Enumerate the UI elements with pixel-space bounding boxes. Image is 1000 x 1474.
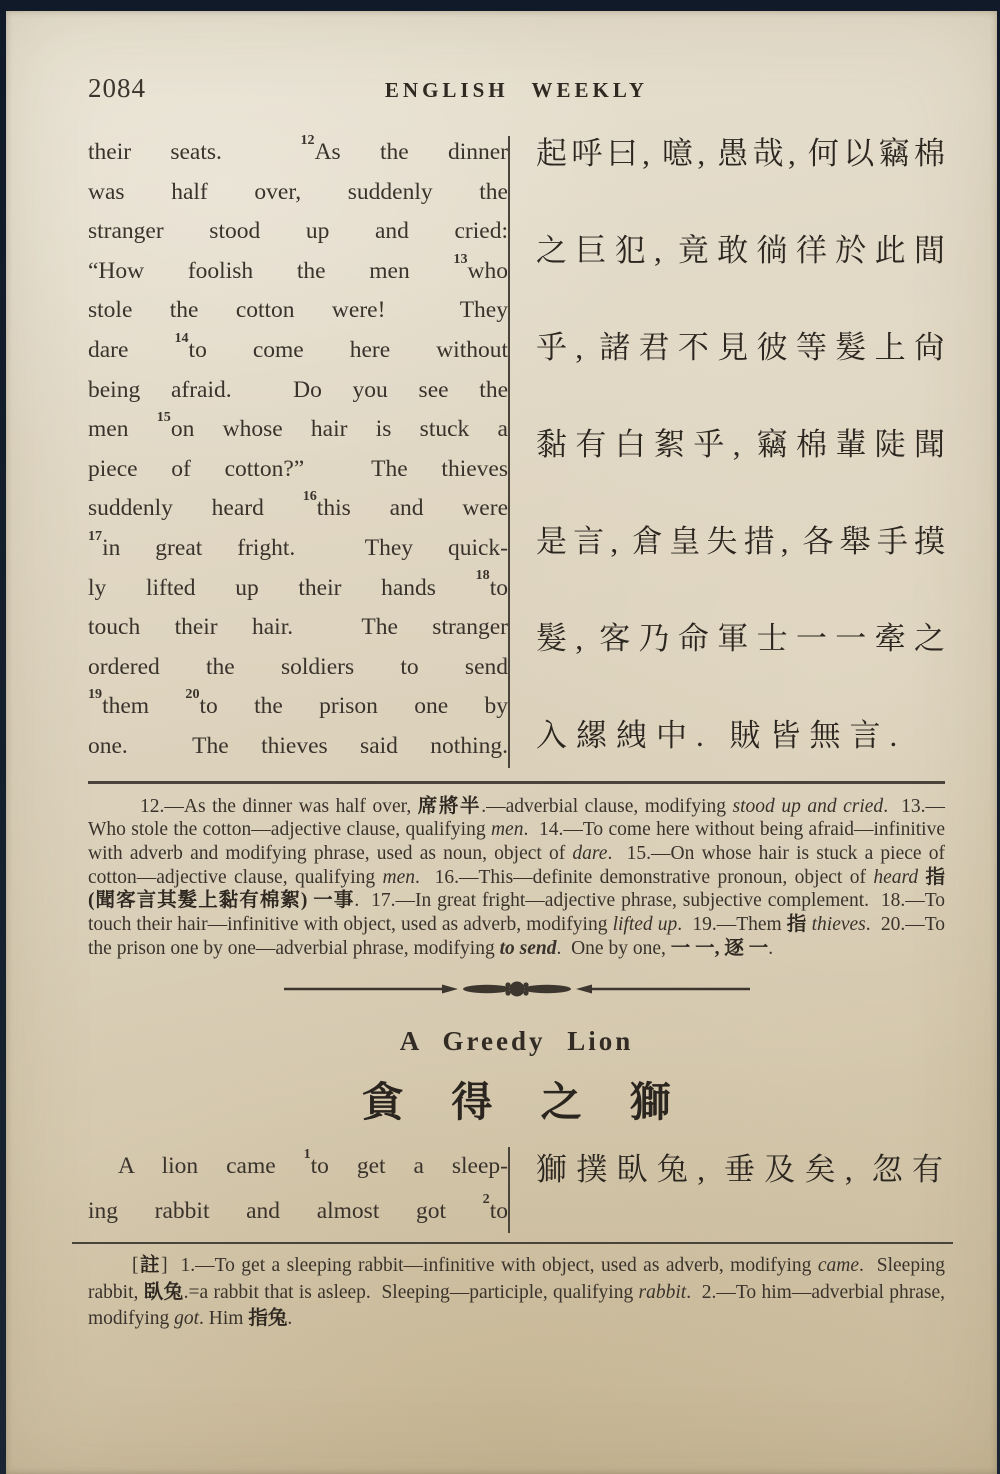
chinese-column bbox=[510, 133, 945, 768]
english-text-line: stole the cotton were! They bbox=[88, 297, 508, 324]
english-text-line: men $^{15}$on whose hair is stuck a bbox=[88, 408, 508, 443]
english-text-line: $^{17}$in great fright. They quick- bbox=[88, 527, 508, 561]
english-text-line: stranger stood up and cried: bbox=[88, 218, 508, 245]
footnotes-separator-rule bbox=[72, 1242, 953, 1244]
grammar-notes-paragraph: 12.—As the dinner was half over, 席將半.—adverbial clause, modifying stood up and cried. 13.—Who stole the cotton—adjective clause, qualifying men. 14.—To come here without being afraid—infinitive with adverb and modifying phrase, used as noun, object of dare. 15.—On whose hair is stuck a piece of cotton—adjective clause, qualifying men. 16.—This—definite demonstrative pronoun, object of heard 指 (聞客言其髮上黏有棉絮) 一事. 17.—In great fright—adjective phrase, subjective complement. 18.—To touch their hair—infinitive with object, used as adverb, modifying lifted up. 19.—Them 指 thieves. 20.—To the prison one by one—adverbial phrase, modifying to send. One by one, 一 一, 逐 一. bbox=[88, 795, 946, 959]
english-column bbox=[88, 1144, 508, 1234]
chinese-text-line: 起呼曰, 噫, 愚哉, 何以竊棉 bbox=[536, 136, 945, 171]
english-text-line: ly lifted up their hands $^{18}$to bbox=[88, 567, 508, 601]
english-text-line: suddenly heard $^{16}$this and were bbox=[88, 488, 508, 522]
english-text-line: ing rabbit and almost got $^2$to bbox=[88, 1191, 508, 1225]
chinese-text-line: 獅撲臥兔, 垂及矣, 忽有 bbox=[536, 1152, 945, 1188]
english-text-line: “How foolish the men $^{13}$who bbox=[88, 250, 508, 284]
book-page bbox=[6, 11, 997, 1474]
story-greedy-lion bbox=[88, 1144, 945, 1234]
english-text-line: piece of cotton?” The thieves bbox=[88, 455, 508, 482]
story-title-chinese: 貪 得 之 獅 bbox=[362, 1079, 671, 1126]
english-text-line: one. The thieves said nothing. bbox=[88, 732, 508, 759]
section-divider-ornament bbox=[282, 980, 752, 998]
page-header bbox=[88, 73, 945, 109]
story-cotton-thieves bbox=[88, 133, 945, 768]
english-text-line: was half over, suddenly the bbox=[88, 178, 508, 205]
chinese-column bbox=[510, 1144, 945, 1234]
english-text-line: dare $^{14}$to come here without bbox=[88, 329, 508, 363]
chinese-text-line: 髮, 客乃命軍士一一牽之 bbox=[536, 621, 945, 656]
journal-title: ENGLISH WEEKLY bbox=[384, 78, 649, 102]
english-text-line: A lion came $^1$to get a sleep- bbox=[118, 1146, 508, 1180]
english-text-line: ordered the soldiers to send bbox=[88, 653, 508, 680]
english-text-line: their seats. $^{12}$As the dinner bbox=[88, 131, 508, 165]
chinese-text-line: 乎, 諸君不見彼等髮上尙 bbox=[536, 330, 945, 365]
story-title-english: A Greedy Lion bbox=[399, 1026, 634, 1057]
page-number: 2084 bbox=[88, 73, 146, 103]
english-text-line: $^{19}$them $^{20}$to the prison one by bbox=[88, 686, 508, 720]
chinese-text-line: 是言, 倉皇失措, 各舉手摸 bbox=[536, 524, 945, 559]
chinese-text-line: 黏有白絮乎, 竊棉輩陡聞 bbox=[536, 427, 945, 462]
english-text-line: touch their hair. The stranger bbox=[88, 614, 508, 641]
english-column bbox=[88, 133, 508, 768]
chinese-text-line: 之巨犯, 竟敢徜徉於此間 bbox=[536, 233, 945, 268]
english-text-line: being afraid. Do you see the bbox=[88, 376, 508, 403]
footnotes-paragraph: [註] 1.—To get a sleeping rabbit—infinitive with object, used as adverb, modifying came. Sleeping rabbit, 臥兔.=a rabbit that is asleep. Sleeping—participle, qualifying rabbit. 2.—To him—adverbial phrase, modifying got. Him 指兔. bbox=[88, 1255, 945, 1330]
chinese-text-line: 入縲絏中. 賊皆無言. bbox=[536, 718, 907, 753]
notes-separator-rule bbox=[88, 781, 945, 784]
